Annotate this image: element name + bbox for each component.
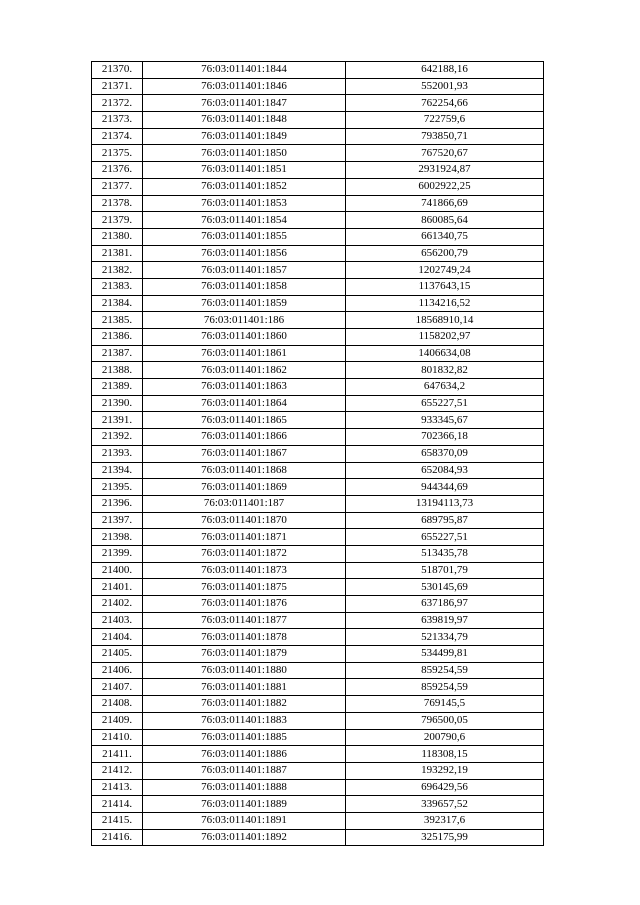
table-row [92,128,544,145]
value-cell: 339657,52 [346,796,544,813]
table-body [92,62,544,846]
row-number-cell: 21389. [92,379,143,396]
row-number-cell: 21414. [92,796,143,813]
cadastral-number-cell: 76:03:011401:1876 [143,596,346,613]
row-number-cell: 21378. [92,195,143,212]
cadastral-number-cell: 76:03:011401:1869 [143,479,346,496]
table-row [92,829,544,846]
cadastral-number-cell: 76:03:011401:1844 [143,62,346,79]
table-row [92,579,544,596]
cadastral-number-cell: 76:03:011401:1892 [143,829,346,846]
value-cell: 392317,6 [346,812,544,829]
row-number-cell: 21390. [92,395,143,412]
table-row [92,245,544,262]
table-row [92,562,544,579]
cadastral-number-cell: 76:03:011401:1877 [143,612,346,629]
row-number-cell: 21401. [92,579,143,596]
cadastral-number-cell: 76:03:011401:1853 [143,195,346,212]
value-cell: 639819,97 [346,612,544,629]
value-cell: 859254,59 [346,662,544,679]
cadastral-number-cell: 76:03:011401:1870 [143,512,346,529]
value-cell: 530145,69 [346,579,544,596]
row-number-cell: 21413. [92,779,143,796]
value-cell: 1137643,15 [346,278,544,295]
table-row [92,662,544,679]
value-cell: 801832,82 [346,362,544,379]
cadastral-number-cell: 76:03:011401:1855 [143,228,346,245]
table-row [92,812,544,829]
table-row [92,445,544,462]
value-cell: 661340,75 [346,228,544,245]
row-number-cell: 21400. [92,562,143,579]
row-number-cell: 21393. [92,445,143,462]
value-cell: 658370,09 [346,445,544,462]
value-cell: 647634,2 [346,379,544,396]
row-number-cell: 21398. [92,529,143,546]
table-row [92,95,544,112]
cadastral-number-cell: 76:03:011401:1883 [143,712,346,729]
cadastral-number-cell: 76:03:011401:1857 [143,262,346,279]
value-cell: 933345,67 [346,412,544,429]
value-cell: 689795,87 [346,512,544,529]
cadastral-number-cell: 76:03:011401:1863 [143,379,346,396]
cadastral-number-cell: 76:03:011401:1847 [143,95,346,112]
value-cell: 796500,05 [346,712,544,729]
row-number-cell: 21370. [92,62,143,79]
table-row [92,178,544,195]
cadastral-number-cell: 76:03:011401:1851 [143,162,346,179]
value-cell: 722759,6 [346,112,544,129]
row-number-cell: 21388. [92,362,143,379]
table-row [92,379,544,396]
cadastral-number-cell: 76:03:011401:1873 [143,562,346,579]
value-cell: 200790,6 [346,729,544,746]
row-number-cell: 21377. [92,178,143,195]
value-cell: 552001,93 [346,78,544,95]
cadastral-number-cell: 76:03:011401:1872 [143,545,346,562]
cadastral-number-cell: 76:03:011401:186 [143,312,346,329]
row-number-cell: 21406. [92,662,143,679]
value-cell: 860085,64 [346,212,544,229]
table-row [92,529,544,546]
row-number-cell: 21395. [92,479,143,496]
row-number-cell: 21391. [92,412,143,429]
table-row [92,228,544,245]
value-cell: 193292,19 [346,762,544,779]
table-row [92,412,544,429]
cadastral-number-cell: 76:03:011401:1871 [143,529,346,546]
table-row [92,112,544,129]
cadastral-number-cell: 76:03:011401:1850 [143,145,346,162]
value-cell: 656200,79 [346,245,544,262]
value-cell: 944344,69 [346,479,544,496]
value-cell: 1202749,24 [346,262,544,279]
value-cell: 2931924,87 [346,162,544,179]
row-number-cell: 21372. [92,95,143,112]
table-row [92,345,544,362]
row-number-cell: 21396. [92,495,143,512]
cadastral-number-cell: 76:03:011401:1881 [143,679,346,696]
cadastral-number-cell: 76:03:011401:1861 [143,345,346,362]
cadastral-number-cell: 76:03:011401:1885 [143,729,346,746]
row-number-cell: 21376. [92,162,143,179]
row-number-cell: 21371. [92,78,143,95]
cadastral-number-cell: 76:03:011401:187 [143,495,346,512]
table-row [92,512,544,529]
row-number-cell: 21373. [92,112,143,129]
row-number-cell: 21379. [92,212,143,229]
row-number-cell: 21386. [92,329,143,346]
cadastral-number-cell: 76:03:011401:1858 [143,278,346,295]
table-row [92,729,544,746]
table-row [92,779,544,796]
row-number-cell: 21381. [92,245,143,262]
value-cell: 741866,69 [346,195,544,212]
row-number-cell: 21387. [92,345,143,362]
row-number-cell: 21408. [92,696,143,713]
row-number-cell: 21403. [92,612,143,629]
cadastral-number-cell: 76:03:011401:1880 [143,662,346,679]
value-cell: 702366,18 [346,429,544,446]
value-cell: 642188,16 [346,62,544,79]
table-row [92,596,544,613]
row-number-cell: 21384. [92,295,143,312]
row-number-cell: 21374. [92,128,143,145]
table-row [92,62,544,79]
table-row [92,162,544,179]
cadastral-number-cell: 76:03:011401:1882 [143,696,346,713]
cadastral-number-cell: 76:03:011401:1852 [143,178,346,195]
value-cell: 762254,66 [346,95,544,112]
value-cell: 696429,56 [346,779,544,796]
table-row [92,462,544,479]
row-number-cell: 21382. [92,262,143,279]
value-cell: 13194113,73 [346,495,544,512]
table-row [92,329,544,346]
row-number-cell: 21383. [92,278,143,295]
value-cell: 793850,71 [346,128,544,145]
value-cell: 18568910,14 [346,312,544,329]
table-row [92,78,544,95]
value-cell: 521334,79 [346,629,544,646]
cadastral-number-cell: 76:03:011401:1862 [143,362,346,379]
row-number-cell: 21412. [92,762,143,779]
cadastral-number-cell: 76:03:011401:1888 [143,779,346,796]
value-cell: 118308,15 [346,746,544,763]
table-row [92,629,544,646]
cadastral-number-cell: 76:03:011401:1846 [143,78,346,95]
table-row [92,479,544,496]
row-number-cell: 21385. [92,312,143,329]
value-cell: 6002922,25 [346,178,544,195]
cadastral-number-cell: 76:03:011401:1879 [143,646,346,663]
table-row [92,545,544,562]
row-number-cell: 21407. [92,679,143,696]
row-number-cell: 21394. [92,462,143,479]
table-row [92,312,544,329]
value-cell: 1158202,97 [346,329,544,346]
row-number-cell: 21399. [92,545,143,562]
cadastral-number-cell: 76:03:011401:1864 [143,395,346,412]
cadastral-number-cell: 76:03:011401:1865 [143,412,346,429]
table-row [92,278,544,295]
row-number-cell: 21380. [92,228,143,245]
table-row [92,145,544,162]
value-cell: 325175,99 [346,829,544,846]
cadastral-number-cell: 76:03:011401:1854 [143,212,346,229]
cadastral-number-cell: 76:03:011401:1868 [143,462,346,479]
row-number-cell: 21416. [92,829,143,846]
cadastral-number-cell: 76:03:011401:1860 [143,329,346,346]
value-cell: 513435,78 [346,545,544,562]
table-row [92,796,544,813]
value-cell: 534499,81 [346,646,544,663]
row-number-cell: 21404. [92,629,143,646]
cadastral-number-cell: 76:03:011401:1878 [143,629,346,646]
table-row [92,212,544,229]
cadastral-value-table [91,61,544,846]
row-number-cell: 21405. [92,646,143,663]
value-cell: 769145,5 [346,696,544,713]
value-cell: 637186,97 [346,596,544,613]
cadastral-number-cell: 76:03:011401:1886 [143,746,346,763]
cadastral-number-cell: 76:03:011401:1889 [143,796,346,813]
row-number-cell: 21402. [92,596,143,613]
value-cell: 655227,51 [346,395,544,412]
table-row [92,195,544,212]
value-cell: 859254,59 [346,679,544,696]
cadastral-number-cell: 76:03:011401:1887 [143,762,346,779]
row-number-cell: 21410. [92,729,143,746]
row-number-cell: 21397. [92,512,143,529]
cadastral-number-cell: 76:03:011401:1875 [143,579,346,596]
value-cell: 518701,79 [346,562,544,579]
table-row [92,746,544,763]
row-number-cell: 21375. [92,145,143,162]
cadastral-number-cell: 76:03:011401:1849 [143,128,346,145]
row-number-cell: 21392. [92,429,143,446]
table-row [92,762,544,779]
table-row [92,495,544,512]
table-row [92,712,544,729]
table-row [92,362,544,379]
cadastral-number-cell: 76:03:011401:1848 [143,112,346,129]
table-row [92,395,544,412]
value-cell: 767520,67 [346,145,544,162]
table-row [92,679,544,696]
value-cell: 652084,93 [346,462,544,479]
table-row [92,646,544,663]
cadastral-number-cell: 76:03:011401:1867 [143,445,346,462]
row-number-cell: 21411. [92,746,143,763]
cadastral-number-cell: 76:03:011401:1866 [143,429,346,446]
value-cell: 1406634,08 [346,345,544,362]
row-number-cell: 21409. [92,712,143,729]
table-row [92,612,544,629]
table-row [92,295,544,312]
table-row [92,696,544,713]
table-row [92,429,544,446]
cadastral-number-cell: 76:03:011401:1856 [143,245,346,262]
cadastral-number-cell: 76:03:011401:1891 [143,812,346,829]
value-cell: 1134216,52 [346,295,544,312]
row-number-cell: 21415. [92,812,143,829]
table-row [92,262,544,279]
cadastral-number-cell: 76:03:011401:1859 [143,295,346,312]
value-cell: 655227,51 [346,529,544,546]
